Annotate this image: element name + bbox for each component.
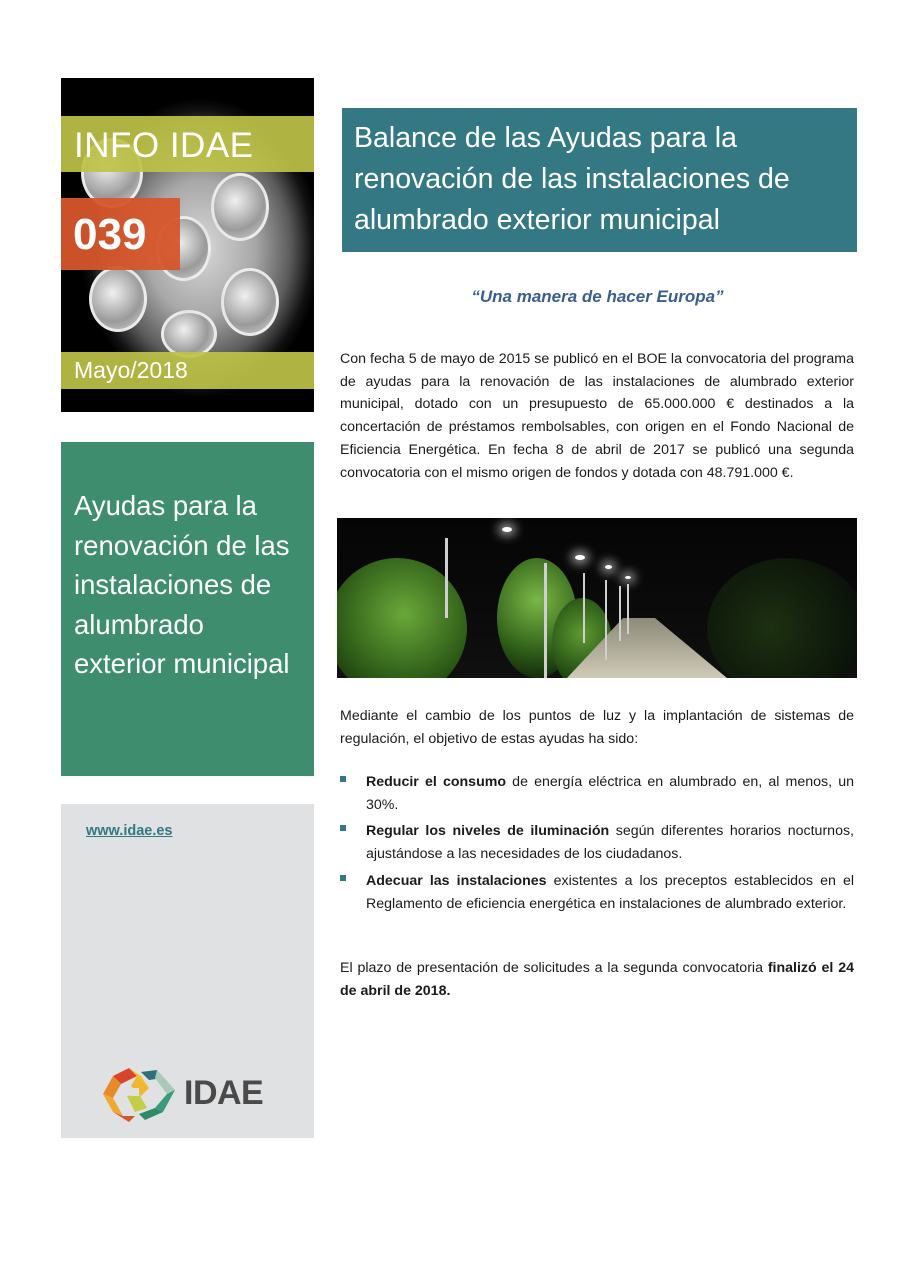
series-band	[61, 116, 314, 172]
lamp-light	[502, 527, 512, 532]
lamp-pole	[583, 573, 585, 643]
cover-image-panel	[61, 78, 314, 412]
bullet-square-icon	[340, 875, 346, 881]
lamp-pole	[445, 538, 448, 618]
page-title: Balance de las Ayudas para la renovación de las instalaciones de alumbrado exterior municipal	[354, 122, 790, 236]
series-label: INFO IDAE	[74, 126, 254, 165]
lamp-pole	[619, 586, 621, 641]
logo-text: IDAE	[184, 1074, 264, 1112]
objective-text: de energía eléctrica en alumbrado en, al menos, un 30%.	[366, 774, 855, 813]
bullet-square-icon	[340, 825, 346, 831]
objective-text: según diferentes horarios nocturnos, ajustándose a las necesidades de los ciudadanos.	[366, 823, 854, 863]
intro-paragraph: Con fecha 5 de mayo de 2015 se publicó en el BOE la convocatoria del programa de ayudas para la renovación de las instalaciones de alumbrado exterior municipal, dotado con un presupuesto de 65.000.000 € destinados a la concertación de préstamos rembolsables, con origen en el Fondo Nacional de Eficiencia Energética. En fecha 8 de abril de 2017 se publicó una segunda convocatoria con el mismo origen de fondos y dotada con 48.791.000 €.	[340, 351, 854, 481]
lamp-light	[575, 555, 585, 560]
closing-text: El plazo de presentación de solicitudes a la segunda convocatoria	[340, 960, 768, 976]
sidebar-subtitle: Ayudas para la renovación de las instalaciones de alumbrado exterior municipal	[74, 490, 290, 679]
luminaire-lens	[221, 268, 279, 336]
list-item	[340, 870, 854, 915]
bullet-square-icon	[340, 776, 346, 782]
issue-number-box	[61, 198, 180, 270]
lamp-light	[605, 565, 612, 569]
objectives-intro: Mediante el cambio de los puntos de luz y la implantación de sistemas de regulación, el objetivo de estas ayudas ha sido:	[340, 708, 854, 747]
luminaire-lens	[89, 266, 147, 332]
objective-bold: Regular los niveles de iluminación	[366, 823, 610, 840]
luminaire-lens	[211, 173, 269, 241]
issue-number: 039	[73, 210, 147, 259]
idae-logo	[101, 1066, 271, 1126]
website-link[interactable]: www.idae.es	[86, 823, 173, 839]
objective-bold: Adecuar las instalaciones	[366, 872, 547, 889]
objectives-list	[340, 771, 854, 919]
list-item	[340, 771, 854, 816]
street-lighting-photo	[337, 518, 857, 678]
luminaire-lens	[161, 310, 217, 358]
tree	[707, 558, 857, 678]
idae-logo-icon	[101, 1066, 181, 1126]
objective-bold: Reducir el consumo	[366, 774, 507, 790]
lamp-light	[625, 576, 631, 579]
closing-bold: finalizó el 24 de abril de 2018.	[340, 960, 854, 999]
title-box	[342, 108, 857, 252]
list-item	[340, 820, 854, 865]
date-band	[61, 352, 314, 389]
lamp-pole	[627, 584, 629, 634]
issue-date: Mayo/2018	[74, 357, 188, 383]
lamp-pole	[605, 580, 607, 660]
closing-paragraph	[340, 957, 854, 1002]
objective-text: existentes a los preceptos establecidos en el Reglamento de eficiencia energética en instalaciones de alumbrado exterior.	[366, 872, 854, 912]
slogan: “Una manera de hacer Europa”	[471, 287, 724, 306]
info-box	[61, 804, 314, 1138]
lamp-pole	[544, 563, 547, 678]
subtitle-box	[61, 442, 314, 776]
